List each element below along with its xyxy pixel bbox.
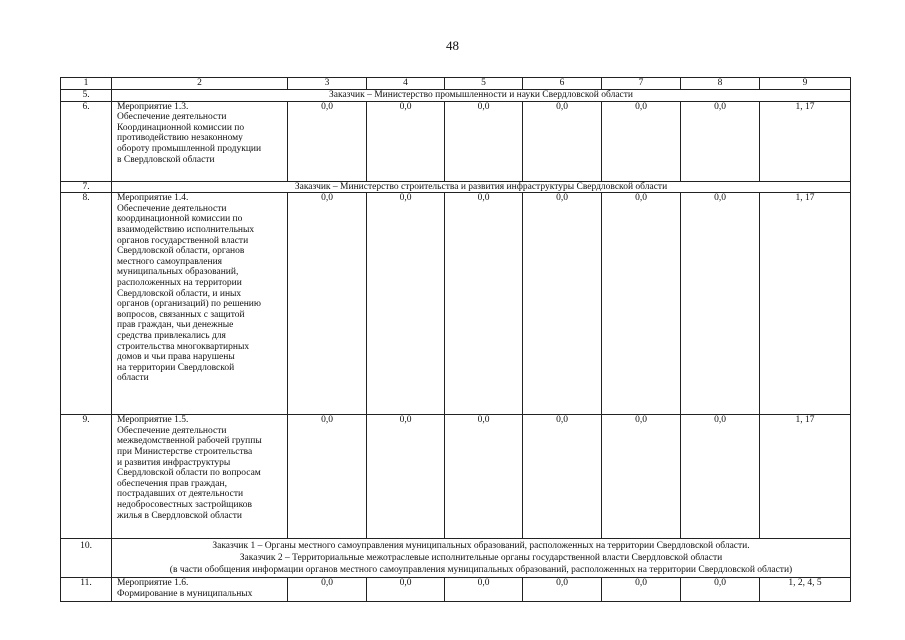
value-cell: 0,0 [288,578,367,602]
activity-description [112,193,288,415]
description-line: Обеспечение деятельности [117,425,227,436]
description-line: Обеспечение деятельности [117,112,227,123]
row-number: 5. [61,90,112,102]
column-header: 1 [61,78,112,90]
row-number: 11. [61,578,112,602]
column-header: 5 [445,78,523,90]
description-line: Мероприятие 1.6. [117,578,189,589]
page-number: 48 [446,38,459,53]
description-line: местного самоуправления [117,256,223,267]
description-line: органов государственной власти [117,235,249,246]
value-cell: 0,0 [445,193,523,415]
column-header: 6 [523,78,602,90]
description-line: муниципальных образований, [117,267,239,278]
activity-description [112,415,288,539]
value-cell: 0,0 [288,193,367,415]
description-line: органов (организаций) по решению [117,299,261,310]
column-header: 7 [602,78,681,90]
customer-line: Заказчик 2 – Территориальные межотраслевые исполнительные органы государственной власти Свердловской области [239,553,723,564]
reference-cell: 1, 17 [760,101,851,181]
reference-cell: 1, 17 [760,415,851,539]
description-line: Формирование в муниципальных [117,588,253,599]
customer-section-row [61,90,851,102]
description-line: Свердловской области, и иных [117,288,242,299]
description-line: обороту промышленной продукции [117,143,262,154]
customer-label [112,539,851,578]
description-line: строительства многоквартирных [117,341,250,352]
description-line: Мероприятие 1.4. [117,193,189,204]
activity-description [112,578,288,602]
description-line: вопросов, связанных с защитой [117,309,245,320]
description-line: межведомственной рабочей группы [117,436,262,447]
row-number: 6. [61,101,112,181]
description-line: Мероприятие 1.3. [117,101,189,112]
value-cell: 0,0 [523,578,602,602]
column-header: 4 [367,78,445,90]
program-table [60,77,851,602]
description-line: области [117,373,149,384]
description-line: обеспечения прав граждан, [117,478,227,489]
description-line: жилья в Свердловской области [117,510,243,521]
description-line: взаимодействию исполнительных [117,224,255,235]
description-line: прав граждан, чьи денежные [117,320,234,331]
activity-row [61,101,851,181]
column-header: 2 [112,78,288,90]
value-cell: 0,0 [288,101,367,181]
description-line: и развития инфраструктуры [117,457,231,468]
activity-row [61,578,851,602]
value-cell: 0,0 [288,415,367,539]
value-cell: 0,0 [523,415,602,539]
value-cell: 0,0 [602,578,681,602]
row-number: 9. [61,415,112,539]
value-cell: 0,0 [602,193,681,415]
description-line: средства привлекались для [117,330,226,341]
description-line: на территории Свердловской [117,362,235,373]
value-cell: 0,0 [602,101,681,181]
activity-row [61,193,851,415]
value-cell: 0,0 [367,415,445,539]
value-cell: 0,0 [681,578,760,602]
customer-line: Заказчик 1 – Органы местного самоуправления муниципальных образований, расположенных на территории Свердловской области. [212,541,750,552]
value-cell: 0,0 [445,101,523,181]
column-header: 3 [288,78,367,90]
value-cell: 0,0 [523,193,602,415]
description-line: противодействию незаконному [117,133,243,144]
row-number: 10. [61,539,112,578]
customer-label: Заказчик – Министерство промышленности и науки Свердловской области [112,90,851,102]
reference-cell: 1, 17 [760,193,851,415]
description-line: Обеспечение деятельности [117,203,227,214]
value-cell: 0,0 [602,415,681,539]
description-line: Свердловской области, органов [117,246,245,257]
description-line: Свердловской области по вопросам [117,468,261,479]
description-line: координационной комиссии по [117,214,243,225]
activity-row [61,415,851,539]
customer-section-row [61,181,851,193]
value-cell: 0,0 [367,578,445,602]
row-number: 7. [61,181,112,193]
description-line: недобросовестных застройщиков [117,499,252,510]
value-cell: 0,0 [367,101,445,181]
customer-line: (в части обобщения информации органов местного самоуправления муниципальных образований, расположенных на территории Свердловской области) [169,565,793,576]
column-header: 9 [760,78,851,90]
reference-cell: 1, 2, 4, 5 [760,578,851,602]
description-line: расположенных на территории [117,277,242,288]
value-cell: 0,0 [681,101,760,181]
description-line: Координационной комиссии по [117,122,245,133]
value-cell: 0,0 [523,101,602,181]
value-cell: 0,0 [445,415,523,539]
customer-label: Заказчик – Министерство строительства и развития инфраструктуры Свердловской области [112,181,851,193]
value-cell: 0,0 [367,193,445,415]
value-cell: 0,0 [681,415,760,539]
column-number-row [61,78,851,90]
description-line: в Свердловской области [117,154,215,165]
value-cell: 0,0 [681,193,760,415]
customer-section-row [61,539,851,578]
description-line: пострадавших от деятельности [117,489,244,500]
description-line: домов и чьи права нарушены [117,352,235,363]
description-line: Мероприятие 1.5. [117,415,189,426]
value-cell: 0,0 [445,578,523,602]
row-number: 8. [61,193,112,415]
description-line: при Министерстве строительства [117,446,253,457]
activity-description [112,101,288,181]
column-header: 8 [681,78,760,90]
